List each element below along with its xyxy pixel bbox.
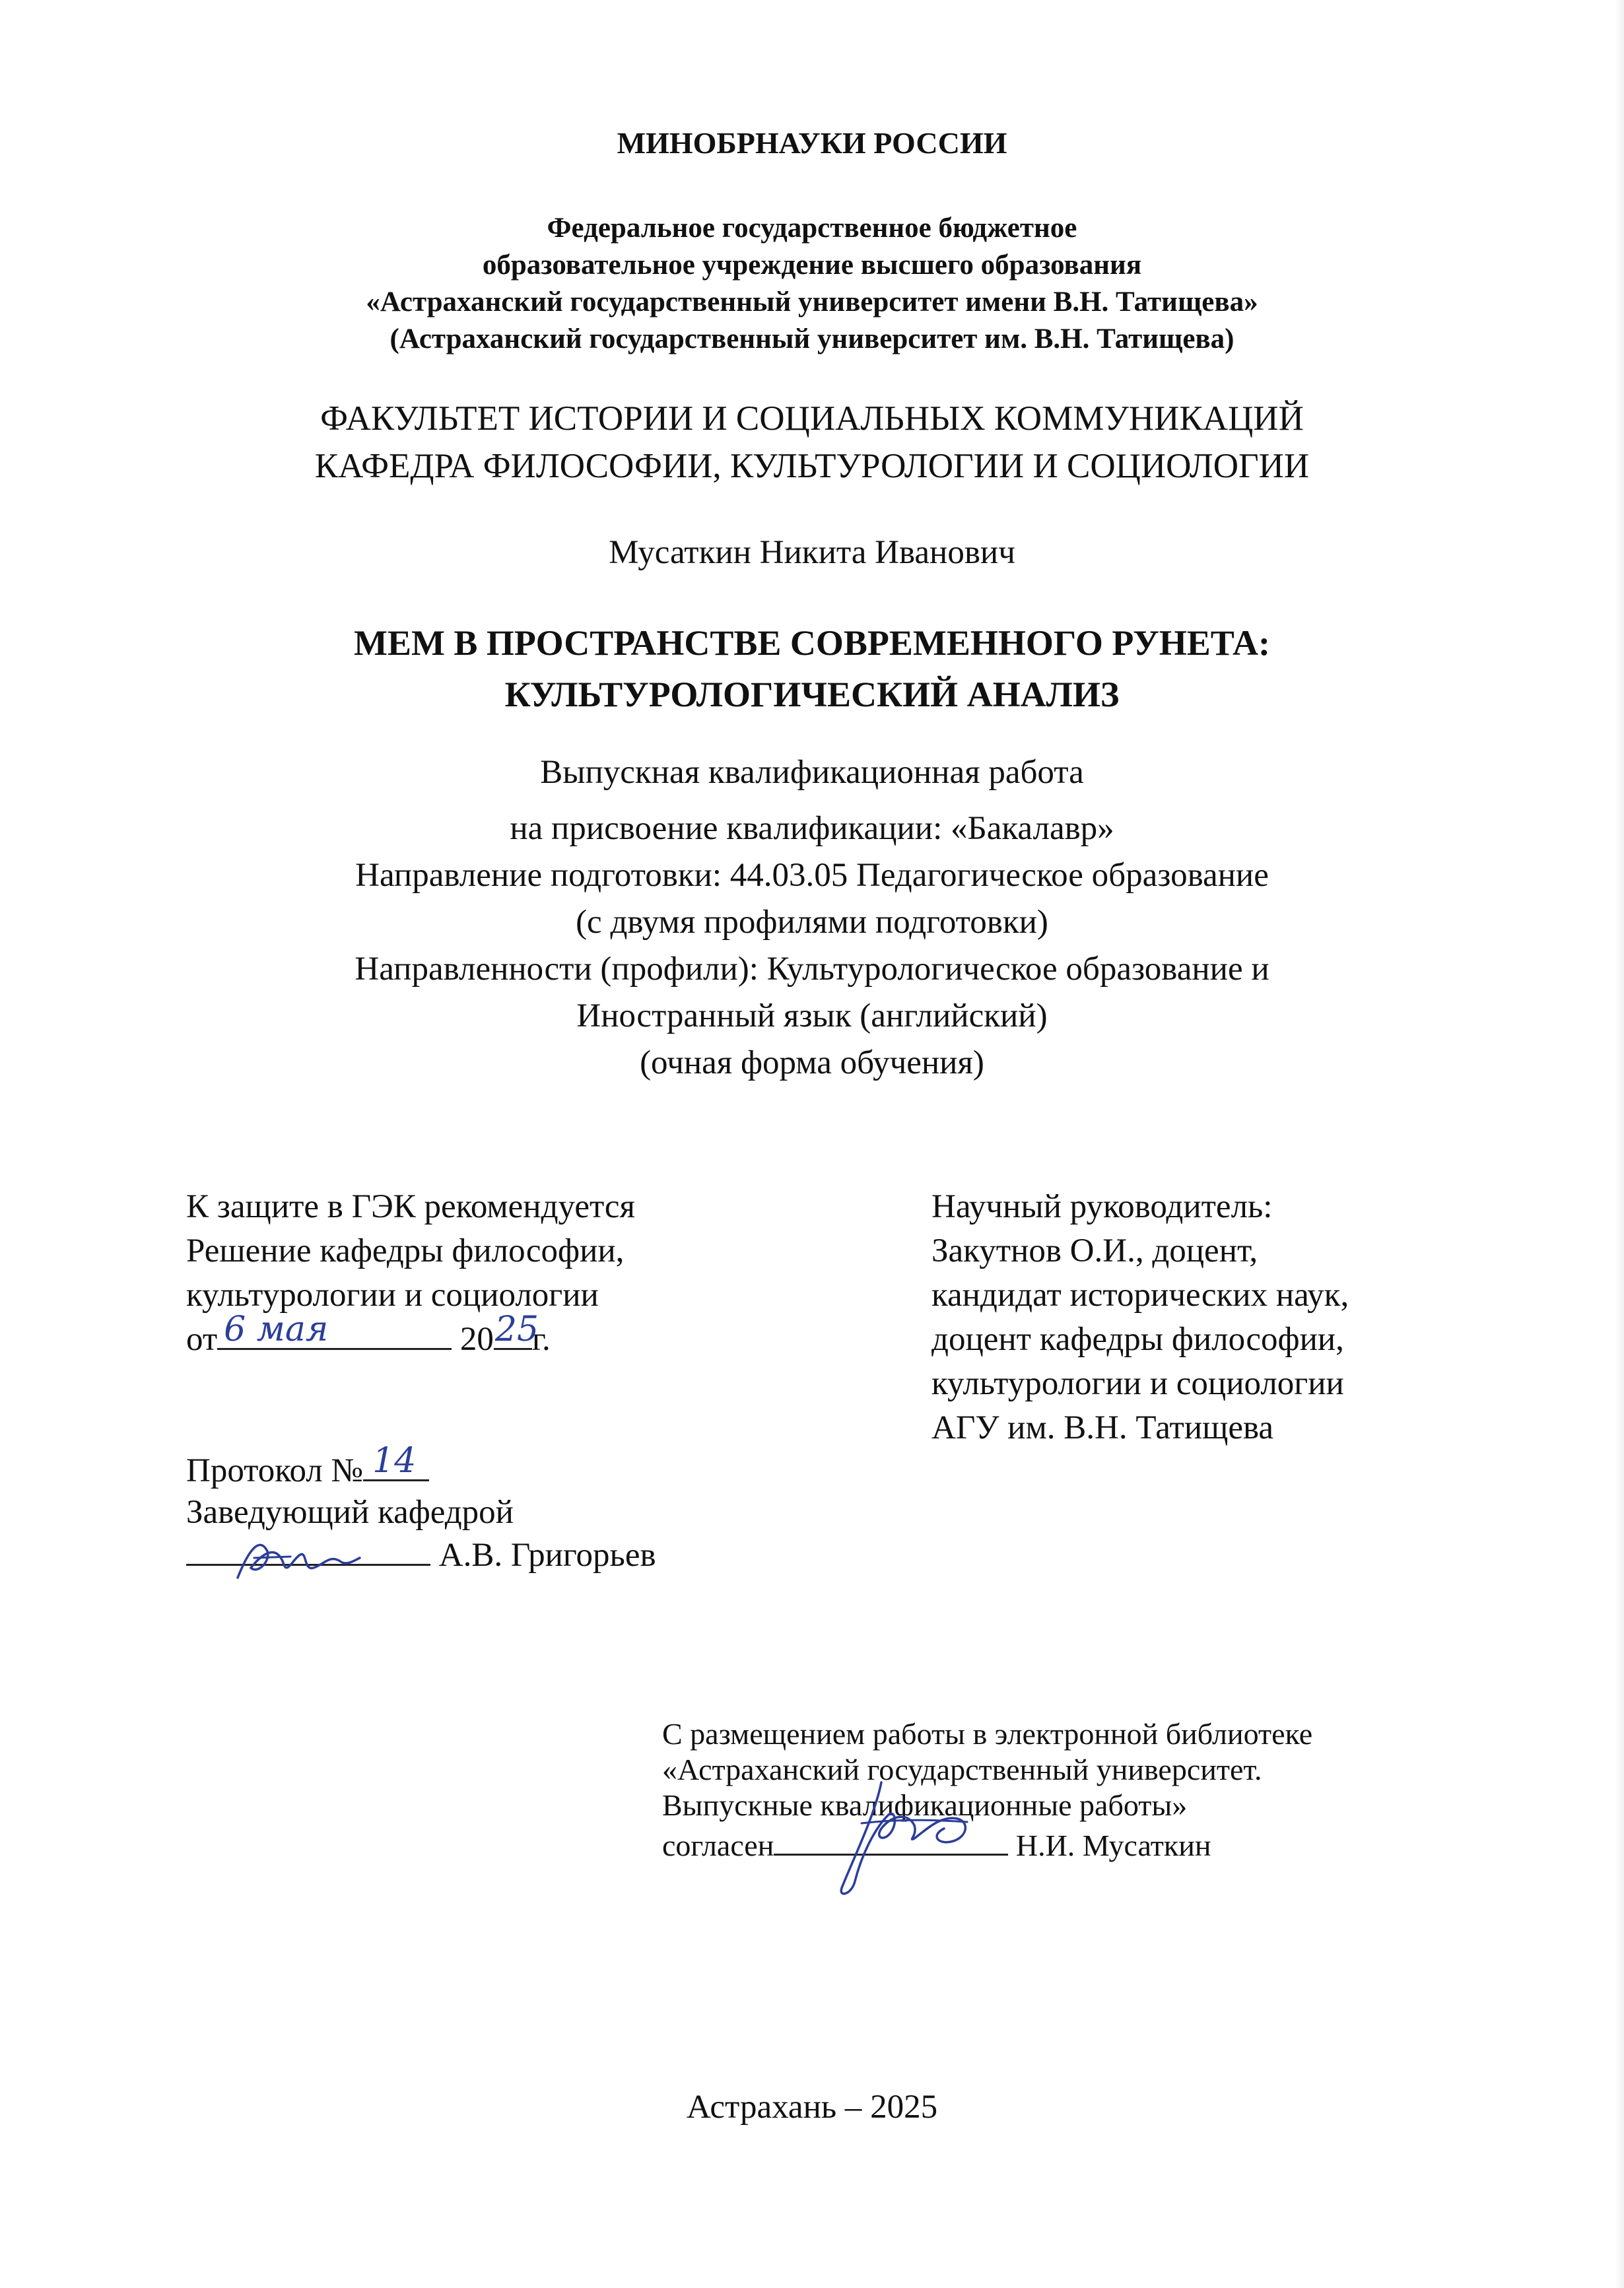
- protocol-blank: [363, 1441, 429, 1481]
- institution-line: образовательное учреждение высшего образования: [482, 250, 1142, 281]
- consent-line: «Астраханский государственный университет.: [662, 1753, 1262, 1786]
- profiles-line: Направленности (профили): Культурологическое образование и: [355, 951, 1269, 988]
- supervisor-label: Научный руководитель:: [931, 1188, 1273, 1225]
- supervisor-line: культурологии и социологии: [931, 1365, 1344, 1402]
- institution-line: (Астраханский государственный университет им. В.Н. Татищева): [389, 323, 1235, 354]
- work-description: [0, 749, 1624, 1087]
- defense-line: К защите в ГЭК рекомендуется: [186, 1188, 636, 1225]
- defense-line: культурологии и социологии: [186, 1277, 599, 1314]
- work-type: Выпускная квалификационная работа: [540, 754, 1084, 791]
- student-signature-blank: [774, 1823, 1008, 1856]
- handwritten-date: 6 мая: [224, 1310, 329, 1349]
- consent-line: Выпускные квалификационные работы»: [662, 1788, 1188, 1822]
- year-blank: [494, 1310, 539, 1350]
- defense-line: Решение кафедры философии,: [186, 1232, 625, 1269]
- institution-line: «Астраханский государственный университет имени В.Н. Татищева»: [366, 286, 1258, 318]
- head-signature-blank: [186, 1533, 430, 1566]
- profiles-line: Иностранный язык (английский): [576, 997, 1048, 1034]
- institution-name: [0, 210, 1624, 358]
- supervisor-line: АГУ им. В.Н. Татищева: [931, 1409, 1274, 1446]
- date-prefix: от: [186, 1321, 218, 1358]
- decision-date: [186, 1310, 780, 1362]
- faculty-block: [0, 395, 1624, 490]
- city-year: Астрахань – 2025: [686, 2089, 938, 2126]
- ministry-name: МИНОБРНАУКИ РОССИИ: [617, 126, 1007, 160]
- supervisor-line: Закутнов О.И., доцент,: [931, 1232, 1258, 1269]
- scan-edge-shadow: [1615, 0, 1624, 2288]
- date-blank: [217, 1310, 452, 1350]
- institution-line: Федеральное государственное бюджетное: [547, 213, 1077, 244]
- qualification: на присвоение квалификации: «Бакалавр»: [510, 810, 1114, 847]
- library-consent: [662, 1716, 1454, 1864]
- agree-label: согласен: [662, 1829, 774, 1862]
- protocol-block: [186, 1441, 780, 1576]
- supervisor-line: кандидат исторических наук,: [931, 1277, 1349, 1314]
- head-name: А.В. Григорьев: [438, 1537, 656, 1574]
- student-name: Н.И. Мусаткин: [1015, 1829, 1211, 1862]
- protocol-label: Протокол №: [186, 1452, 364, 1489]
- handwritten-year: 25: [494, 1310, 539, 1349]
- head-signature-line: [186, 1533, 780, 1576]
- faculty-name: ФАКУЛЬТЕТ ИСТОРИИ И СОЦИАЛЬНЫХ КОММУНИКАЦИЙ: [320, 399, 1304, 438]
- consent-signature-line: [662, 1823, 1454, 1864]
- author-name: Мусаткин Никита Иванович: [609, 534, 1015, 571]
- defense-recommendation: [186, 1185, 780, 1362]
- year-prefix: 20: [459, 1321, 494, 1358]
- thesis-title: [0, 617, 1624, 720]
- department-name: КАФЕДРА ФИЛОСОФИИ, КУЛЬТУРОЛОГИИ И СОЦИОЛОГИИ: [314, 447, 1310, 485]
- profiles-note: (с двумя профилями подготовки): [576, 904, 1048, 941]
- study-form: (очная форма обучения): [640, 1044, 984, 1081]
- consent-line: С размещением работы в электронной библиотеке: [662, 1717, 1313, 1751]
- supervisor-line: доцент кафедры философии,: [931, 1321, 1344, 1358]
- supervisor-block: [931, 1185, 1526, 1450]
- head-label: Заведующий кафедрой: [186, 1494, 514, 1531]
- protocol-line: [186, 1441, 780, 1492]
- handwritten-protocol-number: 14: [372, 1441, 417, 1481]
- thesis-title-line: КУЛЬТУРОЛОГИЧЕСКИЙ АНАЛИЗ: [504, 675, 1120, 714]
- year-suffix: г.: [531, 1321, 551, 1358]
- study-direction: Направление подготовки: 44.03.05 Педагогическое образование: [355, 857, 1269, 894]
- thesis-title-line: МЕМ В ПРОСТРАНСТВЕ СОВРЕМЕННОГО РУНЕТА:: [353, 623, 1271, 663]
